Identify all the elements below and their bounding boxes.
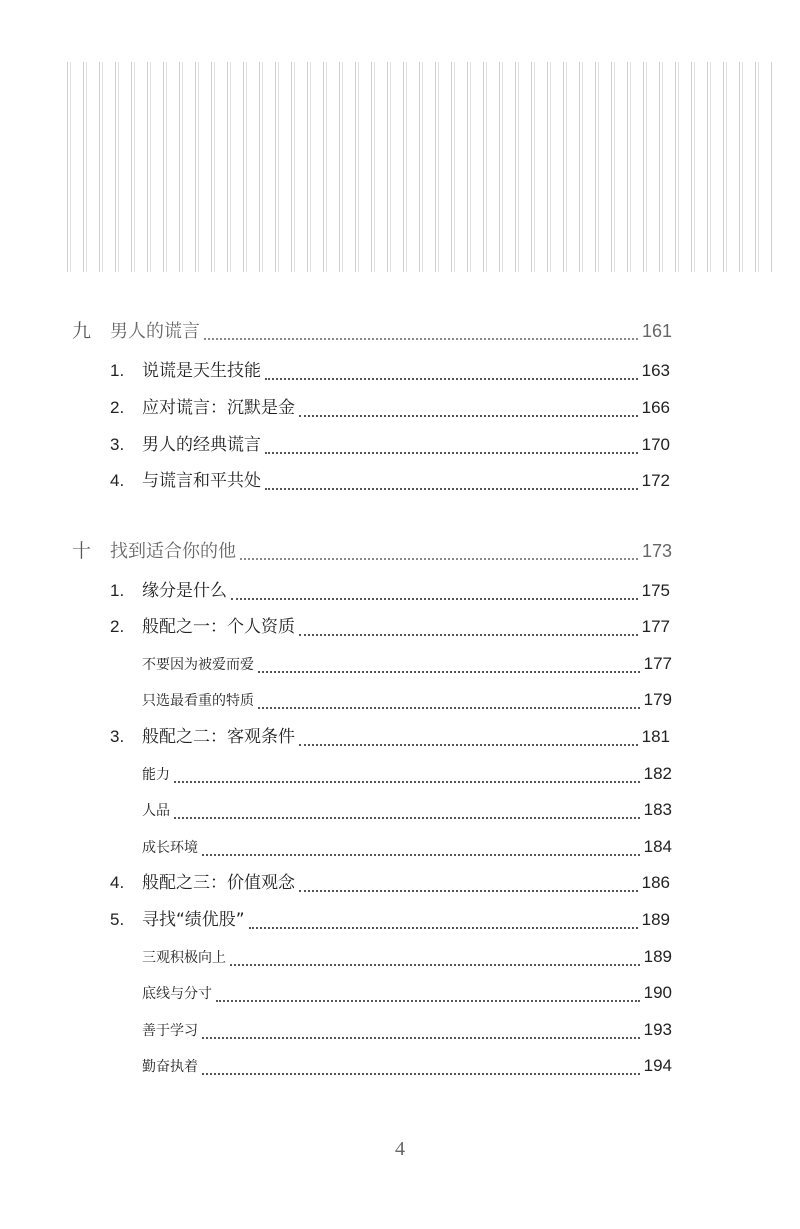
page-number: 172: [641, 471, 670, 490]
section-number: 5.: [110, 910, 125, 929]
dot-leader: [240, 546, 638, 560]
section-title: 般配之二：客观条件: [142, 727, 295, 747]
toc-subsection[interactable]: [142, 1051, 672, 1081]
dot-leader: [231, 586, 638, 600]
toc-chapter-9[interactable]: [72, 316, 672, 346]
page-number: 183: [643, 800, 672, 819]
page-number: 163: [641, 361, 670, 380]
page-number: 170: [641, 435, 670, 454]
page-number: 177: [641, 617, 670, 636]
subsection-title: 三观积极向上: [142, 950, 226, 966]
dot-leader: [249, 915, 638, 929]
section-title: 缘分是什么: [142, 581, 227, 601]
page-number: 181: [641, 727, 670, 746]
dot-leader: [202, 1061, 640, 1075]
dot-leader: [174, 769, 640, 783]
dot-leader: [265, 440, 638, 454]
toc-section[interactable]: [110, 466, 670, 496]
subsection-title: 底线与分寸: [142, 986, 212, 1002]
dot-leader: [265, 476, 638, 490]
toc-section[interactable]: [110, 430, 670, 460]
subsection-title: 不要因为被爱而爱: [142, 657, 254, 673]
chapter-title: 男人的谎言: [110, 321, 200, 342]
toc-subsection[interactable]: [142, 1015, 672, 1045]
dot-leader: [265, 366, 638, 380]
page-number: 193: [643, 1020, 672, 1039]
toc-subsection[interactable]: [142, 759, 672, 789]
section-number: 3.: [110, 727, 125, 746]
section-title: 寻找“绩优股”: [142, 910, 245, 930]
page-number: 189: [643, 947, 672, 966]
dot-leader: [202, 1025, 640, 1039]
toc-subsection[interactable]: [142, 685, 672, 715]
dot-leader: [258, 659, 640, 673]
section-number: 4.: [110, 471, 125, 490]
page-number: 184: [643, 837, 672, 856]
section-title: 般配之一：个人资质: [142, 617, 295, 637]
page-number: 173: [641, 541, 672, 561]
dot-leader: [230, 952, 640, 966]
toc-chapter-10[interactable]: [72, 536, 672, 566]
page-number: 190: [643, 983, 672, 1002]
page-number: 179: [643, 690, 672, 709]
subsection-title: 能力: [142, 767, 170, 783]
subsection-title: 人品: [142, 803, 170, 819]
dot-leader: [258, 695, 640, 709]
subsection-title: 勤奋执着: [142, 1059, 198, 1075]
dot-leader: [299, 403, 638, 417]
dot-leader: [204, 326, 638, 340]
page-number: 182: [643, 764, 672, 783]
dot-leader: [216, 988, 640, 1002]
folio-page-number: 4: [395, 1138, 405, 1160]
section-number: 4.: [110, 873, 125, 892]
dot-leader: [299, 622, 638, 636]
page-number: 177: [643, 654, 672, 673]
page-number: 189: [641, 910, 670, 929]
page-number: 166: [641, 398, 670, 417]
dot-leader: [174, 805, 640, 819]
toc-section[interactable]: [110, 356, 670, 386]
section-number: 2.: [110, 617, 125, 636]
toc-subsection[interactable]: [142, 832, 672, 862]
page-number: 161: [641, 321, 672, 341]
section-number: 3.: [110, 435, 125, 454]
page-number: 175: [641, 581, 670, 600]
dot-leader: [299, 732, 638, 746]
toc-subsection[interactable]: [142, 978, 672, 1008]
section-title: 与谎言和平共处: [142, 471, 261, 491]
page-number: 194: [643, 1056, 672, 1075]
subsection-title: 成长环境: [142, 840, 198, 856]
toc-section[interactable]: [110, 868, 670, 898]
subsection-title: 只选最看重的特质: [142, 693, 254, 709]
toc-subsection[interactable]: [142, 942, 672, 972]
toc-section[interactable]: [110, 722, 670, 752]
dot-leader: [202, 842, 640, 856]
toc-section[interactable]: [110, 612, 670, 642]
dot-leader: [299, 878, 638, 892]
section-number: 1.: [110, 361, 125, 380]
toc-section[interactable]: [110, 905, 670, 935]
toc-section[interactable]: [110, 393, 670, 423]
page-number: 186: [641, 873, 670, 892]
subsection-title: 善于学习: [142, 1023, 198, 1039]
section-title: 应对谎言：沉默是金: [142, 398, 295, 418]
section-title: 说谎是天生技能: [142, 361, 261, 381]
chapter-number: 九: [72, 320, 92, 342]
section-title: 男人的经典谎言: [142, 435, 261, 455]
toc-subsection[interactable]: [142, 795, 672, 825]
section-number: 2.: [110, 398, 125, 417]
section-number: 1.: [110, 581, 125, 600]
toc-section[interactable]: [110, 576, 670, 606]
chapter-title: 找到适合你的他: [110, 541, 236, 562]
section-title: 般配之三：价值观念: [142, 873, 295, 893]
chapter-number: 十: [72, 540, 92, 562]
toc-subsection[interactable]: [142, 649, 672, 679]
